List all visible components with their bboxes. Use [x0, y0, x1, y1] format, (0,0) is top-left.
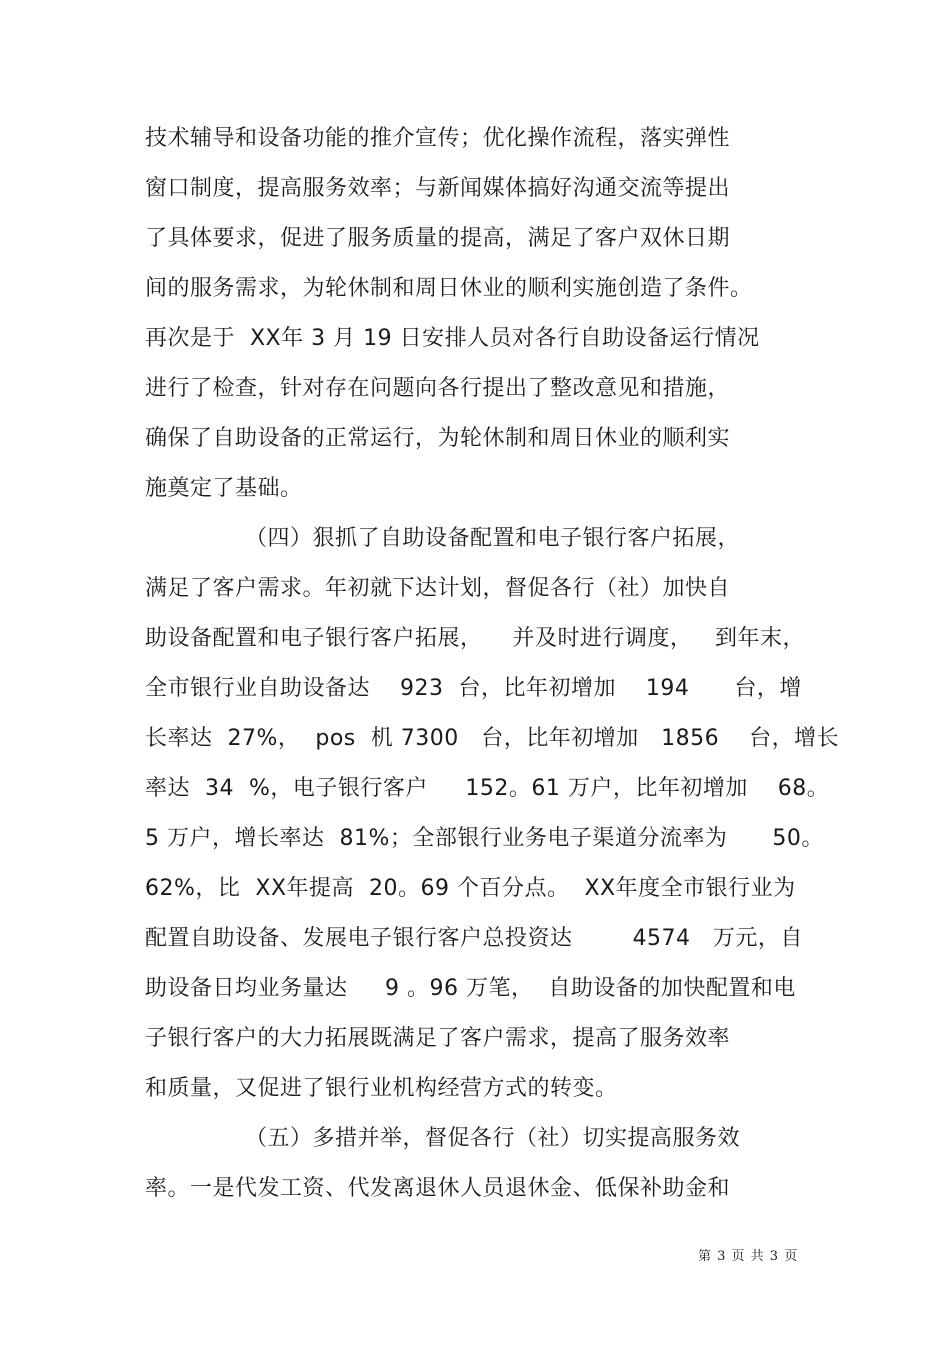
text-line: 62%，比 XX年提高 20。69 个百分点。 XX年度全市银行业为 [145, 876, 796, 901]
text-line: 助设备日均业务量达 9 。96 万笔， 自助设备的加快配置和电 [145, 976, 796, 1001]
page-number-footer: 第 3 页 共 3 页 [698, 1249, 799, 1264]
text-line: 5 万户，增长率达 81%；全部银行业务电子渠道分流率为 50。 [145, 826, 824, 851]
text-line: 确保了自助设备的正常运行，为轮休制和周日休业的顺利实 [145, 426, 731, 451]
text-line: 配置自助设备、发展电子银行客户总投资达 4574 万元，自 [145, 926, 803, 951]
text-line: 进行了检查，针对存在问题向各行提出了整改意见和措施， [145, 376, 731, 401]
text-line: 窗口制度，提高服务效率；与新闻媒体搞好沟通交流等提出 [145, 176, 731, 201]
text-line: 全市银行业自助设备达 923 台，比年初增加 194 台，增 [145, 676, 802, 701]
text-line: 技术辅导和设备功能的推介宣传；优化操作流程，落实弹性 [145, 126, 731, 151]
text-line: 率。一是代发工资、代发离退休人员退休金、低保补助金和 [145, 1176, 731, 1201]
text-line: 长率达 27%， pos 机 7300 台，比年初增加 1856 台，增长 [145, 726, 840, 751]
text-line: 子银行客户的大力拓展既满足了客户需求，提高了服务效率 [145, 1026, 731, 1051]
text-line: 率达 34 %，电子银行客户 152。61 万户，比年初增加 68。 [145, 776, 830, 801]
text-line: 施奠定了基础。 [145, 476, 303, 501]
text-line: 满足了客户需求。年初就下达计划，督促各行（社）加快自 [145, 576, 731, 601]
text-line: 了具体要求，促进了服务质量的提高，满足了客户双休日期 [145, 226, 731, 251]
text-line: 再次是于 XX年 3 月 19 日安排人员对各行自助设备运行情况 [145, 326, 760, 351]
text-line: 间的服务需求，为轮休制和周日休业的顺利实施创造了条件。 [145, 276, 753, 301]
text-line: 助设备配置和电子银行客户拓展， 并及时进行调度， 到年末， [145, 626, 805, 651]
section-heading-4: （四）狠抓了自助设备配置和电子银行客户拓展， [245, 526, 741, 551]
text-line: 和质量，又促进了银行业机构经营方式的转变。 [145, 1076, 618, 1101]
section-heading-5: （五）多措并举，督促各行（社）切实提高服务效 [245, 1126, 741, 1151]
